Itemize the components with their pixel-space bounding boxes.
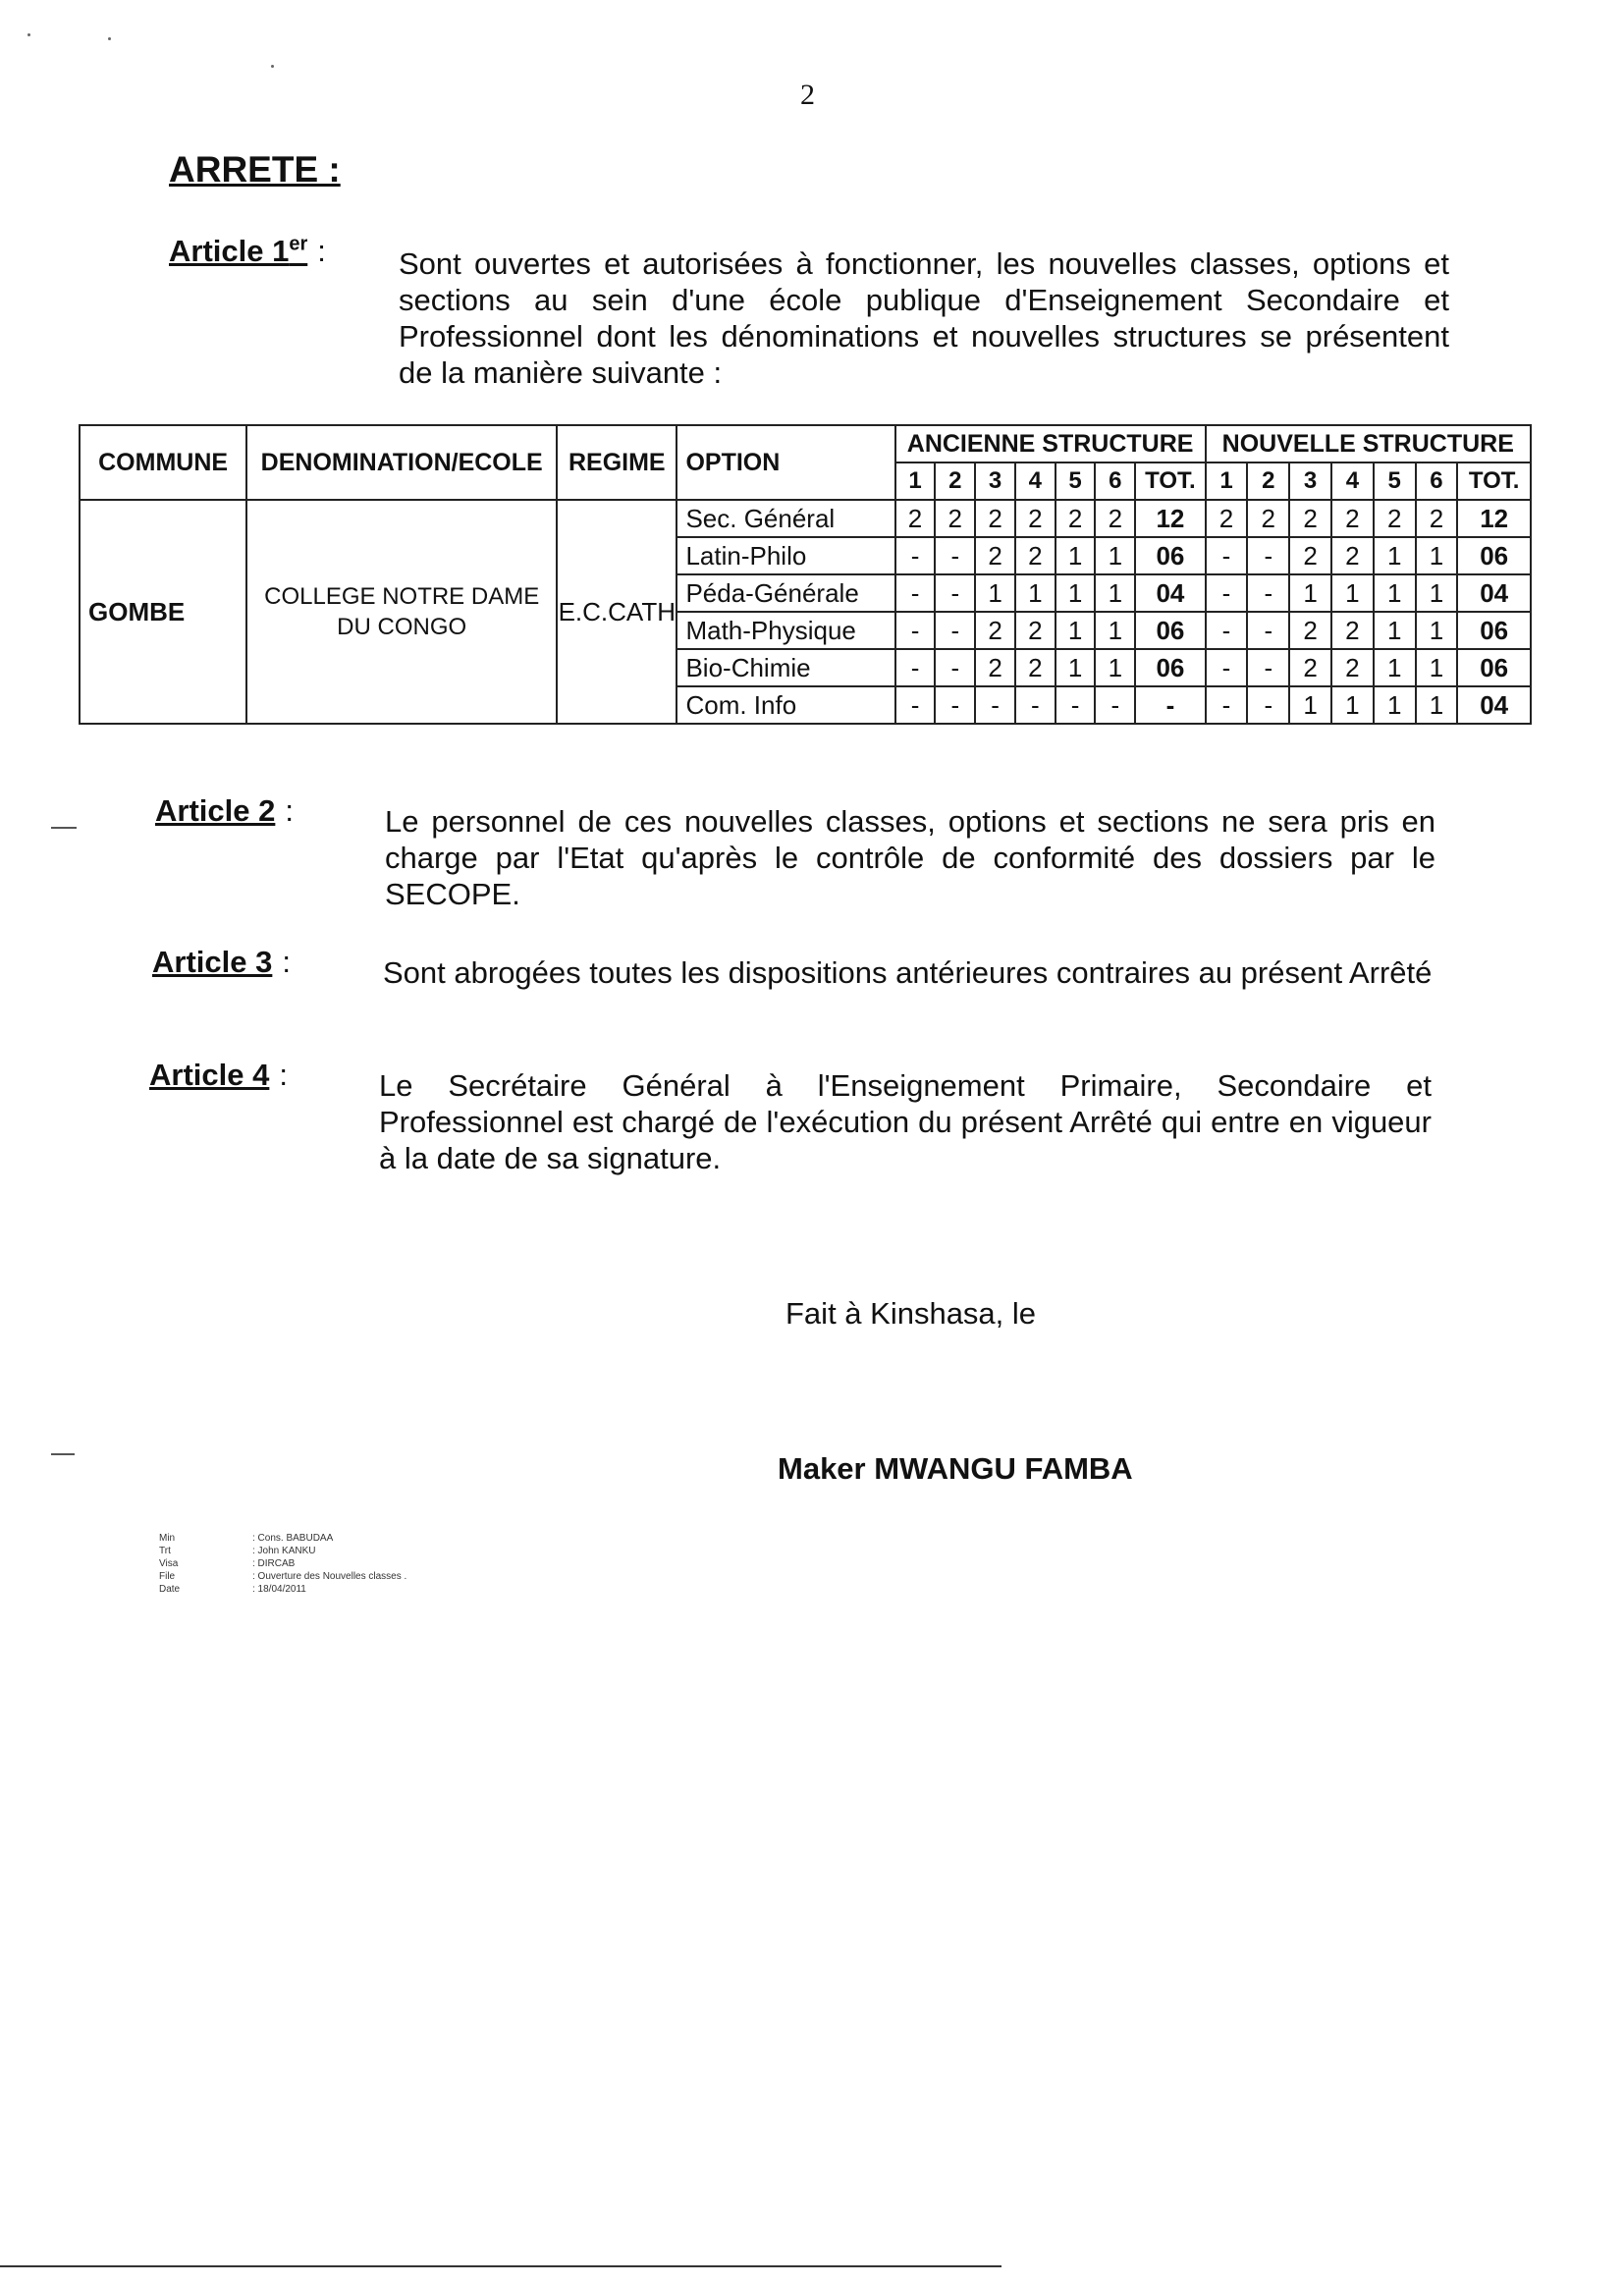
ancienne-level-cell: 2 [975,649,1015,686]
nouvelle-level-cell: - [1247,612,1289,649]
nouvelle-level-cell: 1 [1416,649,1458,686]
ancienne-level-cell: - [895,612,936,649]
ancienne-level-cell: - [1015,686,1056,724]
nouvelle-level-cell: 2 [1331,537,1374,574]
nouvelle-total-cell: 04 [1457,686,1531,724]
nouvelle-level-cell: - [1206,649,1248,686]
ancienne-level-cell: - [935,574,975,612]
ancienne-level-cell: - [935,686,975,724]
nouvelle-total-cell: 12 [1457,500,1531,537]
nouvelle-level-cell: 1 [1374,574,1416,612]
level-header: 4 [1331,462,1374,500]
ancienne-level-cell: - [1095,686,1135,724]
ancienne-level-cell: 1 [1056,612,1096,649]
header-ancienne-structure: ANCIENNE STRUCTURE [895,425,1206,462]
nouvelle-level-cell: 1 [1374,537,1416,574]
footer-rule [0,2265,1001,2267]
article-2-text: Le personnel de ces nouvelles classes, options et sections ne sera pris en charge par l'Etat qu'après le contrôle de conformité des dossiers par le SECOPE. [385,804,1435,911]
level-header-total: TOT. [1135,462,1205,500]
level-header: 2 [935,462,975,500]
nouvelle-level-cell: 2 [1331,500,1374,537]
option-cell: Com. Info [677,686,894,724]
ancienne-level-cell: 1 [975,574,1015,612]
ancienne-level-cell: - [935,537,975,574]
ancienne-level-cell: - [935,612,975,649]
level-header: 1 [1206,462,1248,500]
article-3-text: Sont abrogées toutes les dispositions antérieures contraires au présent Arrêté [383,955,1433,990]
ancienne-level-cell: 2 [1095,500,1135,537]
nouvelle-level-cell: 2 [1206,500,1248,537]
level-header: 5 [1374,462,1416,500]
nouvelle-total-cell: 04 [1457,574,1531,612]
routing-row: Trt : John KANKU [159,1546,316,1556]
nouvelle-level-cell: 1 [1289,686,1331,724]
routing-slip [159,1532,406,1596]
ancienne-level-cell: 2 [975,537,1015,574]
article-4-label: Article 4 : [149,1058,288,1092]
article-1-label: Article 1er : [169,234,326,269]
level-header: 3 [975,462,1015,500]
ancienne-level-cell: 2 [895,500,936,537]
ancienne-level-cell: 2 [975,500,1015,537]
nouvelle-level-cell: 2 [1331,649,1374,686]
header-option: OPTION [677,425,894,500]
option-cell: Péda-Générale [677,574,894,612]
header-denomination: DENOMINATION/ECOLE [246,425,557,500]
ancienne-total-cell: 06 [1135,649,1205,686]
level-header-total: TOT. [1457,462,1531,500]
margin-mark [51,827,77,829]
ancienne-total-cell: 12 [1135,500,1205,537]
ancienne-level-cell: 1 [1095,649,1135,686]
level-header: 6 [1095,462,1135,500]
ancienne-level-cell: 1 [1056,537,1096,574]
ancienne-level-cell: 1 [1095,612,1135,649]
header-regime: REGIME [557,425,677,500]
level-header: 3 [1289,462,1331,500]
routing-row: Min : Cons. BABUDAA [159,1533,334,1544]
nouvelle-level-cell: 2 [1247,500,1289,537]
nouvelle-level-cell: - [1206,686,1248,724]
header-nouvelle-structure: NOUVELLE STRUCTURE [1206,425,1531,462]
commune-cell: GOMBE [80,500,246,724]
level-header: 4 [1015,462,1056,500]
nouvelle-level-cell: 1 [1331,574,1374,612]
header-commune: COMMUNE [80,425,246,500]
ancienne-total-cell: 06 [1135,612,1205,649]
ancienne-level-cell: 2 [1015,537,1056,574]
scan-speck [271,65,274,68]
school-name-cell: COLLEGE NOTRE DAME DU CONGO [246,500,557,724]
ancienne-level-cell: 2 [1015,649,1056,686]
place-date-line: Fait à Kinshasa, le [785,1296,1037,1331]
ancienne-level-cell: 2 [1015,612,1056,649]
nouvelle-level-cell: 1 [1374,649,1416,686]
ancienne-level-cell: - [1056,686,1096,724]
table-row [80,500,1531,537]
nouvelle-level-cell: - [1247,649,1289,686]
nouvelle-level-cell: 2 [1289,649,1331,686]
option-cell: Math-Physique [677,612,894,649]
nouvelle-level-cell: 2 [1289,537,1331,574]
nouvelle-total-cell: 06 [1457,612,1531,649]
nouvelle-level-cell: 2 [1289,500,1331,537]
nouvelle-level-cell: 2 [1289,612,1331,649]
ancienne-level-cell: - [895,537,936,574]
ancienne-level-cell: 2 [1015,500,1056,537]
signatory-name: Maker MWANGU FAMBA [778,1451,1133,1486]
ancienne-level-cell: 2 [935,500,975,537]
level-header: 1 [895,462,936,500]
nouvelle-level-cell: 1 [1374,612,1416,649]
page-number: 2 [800,79,815,111]
nouvelle-level-cell: 1 [1289,574,1331,612]
ancienne-level-cell: 1 [1056,649,1096,686]
nouvelle-total-cell: 06 [1457,537,1531,574]
nouvelle-total-cell: 06 [1457,649,1531,686]
article-4-text: Le Secrétaire Général à l'Enseignement Primaire, Secondaire et Professionnel est chargé de l'exécution du présent Arrêté qui entre en vigueur à la date de sa signature. [379,1068,1432,1175]
routing-row: File : Ouverture des Nouvelles classes . [159,1571,407,1582]
nouvelle-level-cell: - [1247,537,1289,574]
nouvelle-level-cell: 1 [1331,686,1374,724]
scan-speck [27,33,30,36]
ancienne-level-cell: 1 [1095,574,1135,612]
ancienne-total-cell: - [1135,686,1205,724]
nouvelle-level-cell: - [1206,537,1248,574]
ancienne-total-cell: 04 [1135,574,1205,612]
article-3-label: Article 3 : [152,945,291,979]
nouvelle-level-cell: 1 [1416,574,1458,612]
nouvelle-level-cell: - [1247,686,1289,724]
ancienne-level-cell: 1 [1095,537,1135,574]
ancienne-level-cell: - [935,649,975,686]
ancienne-level-cell: 1 [1056,574,1096,612]
option-cell: Bio-Chimie [677,649,894,686]
ancienne-level-cell: - [895,649,936,686]
ancienne-level-cell: - [975,686,1015,724]
margin-mark [51,1453,75,1455]
ancienne-level-cell: 1 [1015,574,1056,612]
article-2-label: Article 2 : [155,793,294,828]
nouvelle-level-cell: 1 [1374,686,1416,724]
nouvelle-level-cell: 1 [1416,612,1458,649]
ancienne-level-cell: - [895,574,936,612]
regime-cell: E.C.CATH [557,500,677,724]
nouvelle-level-cell: - [1206,574,1248,612]
nouvelle-level-cell: 2 [1416,500,1458,537]
nouvelle-level-cell: 1 [1416,537,1458,574]
nouvelle-level-cell: 1 [1416,686,1458,724]
ancienne-total-cell: 06 [1135,537,1205,574]
nouvelle-level-cell: 2 [1331,612,1374,649]
option-cell: Latin-Philo [677,537,894,574]
routing-row: Visa : DIRCAB [159,1558,296,1569]
ancienne-level-cell: 2 [1056,500,1096,537]
school-structure-table [79,424,1532,725]
level-header: 2 [1247,462,1289,500]
level-header: 5 [1056,462,1096,500]
ancienne-level-cell: - [895,686,936,724]
nouvelle-level-cell: - [1206,612,1248,649]
arrete-heading: ARRETE : [169,149,341,190]
nouvelle-level-cell: 2 [1374,500,1416,537]
level-header: 6 [1416,462,1458,500]
nouvelle-level-cell: - [1247,574,1289,612]
ancienne-level-cell: 2 [975,612,1015,649]
option-cell: Sec. Général [677,500,894,537]
article-1-text: Sont ouvertes et autorisées à fonctionner, les nouvelles classes, options et sections au sein d'une école publique d'Enseignement Secondaire et Professionnel dont les dénominations et nouvelles structures se présentent de la manière suivante : [399,246,1449,390]
routing-row: Date : 18/04/2011 [159,1584,306,1595]
scan-speck [108,37,111,40]
